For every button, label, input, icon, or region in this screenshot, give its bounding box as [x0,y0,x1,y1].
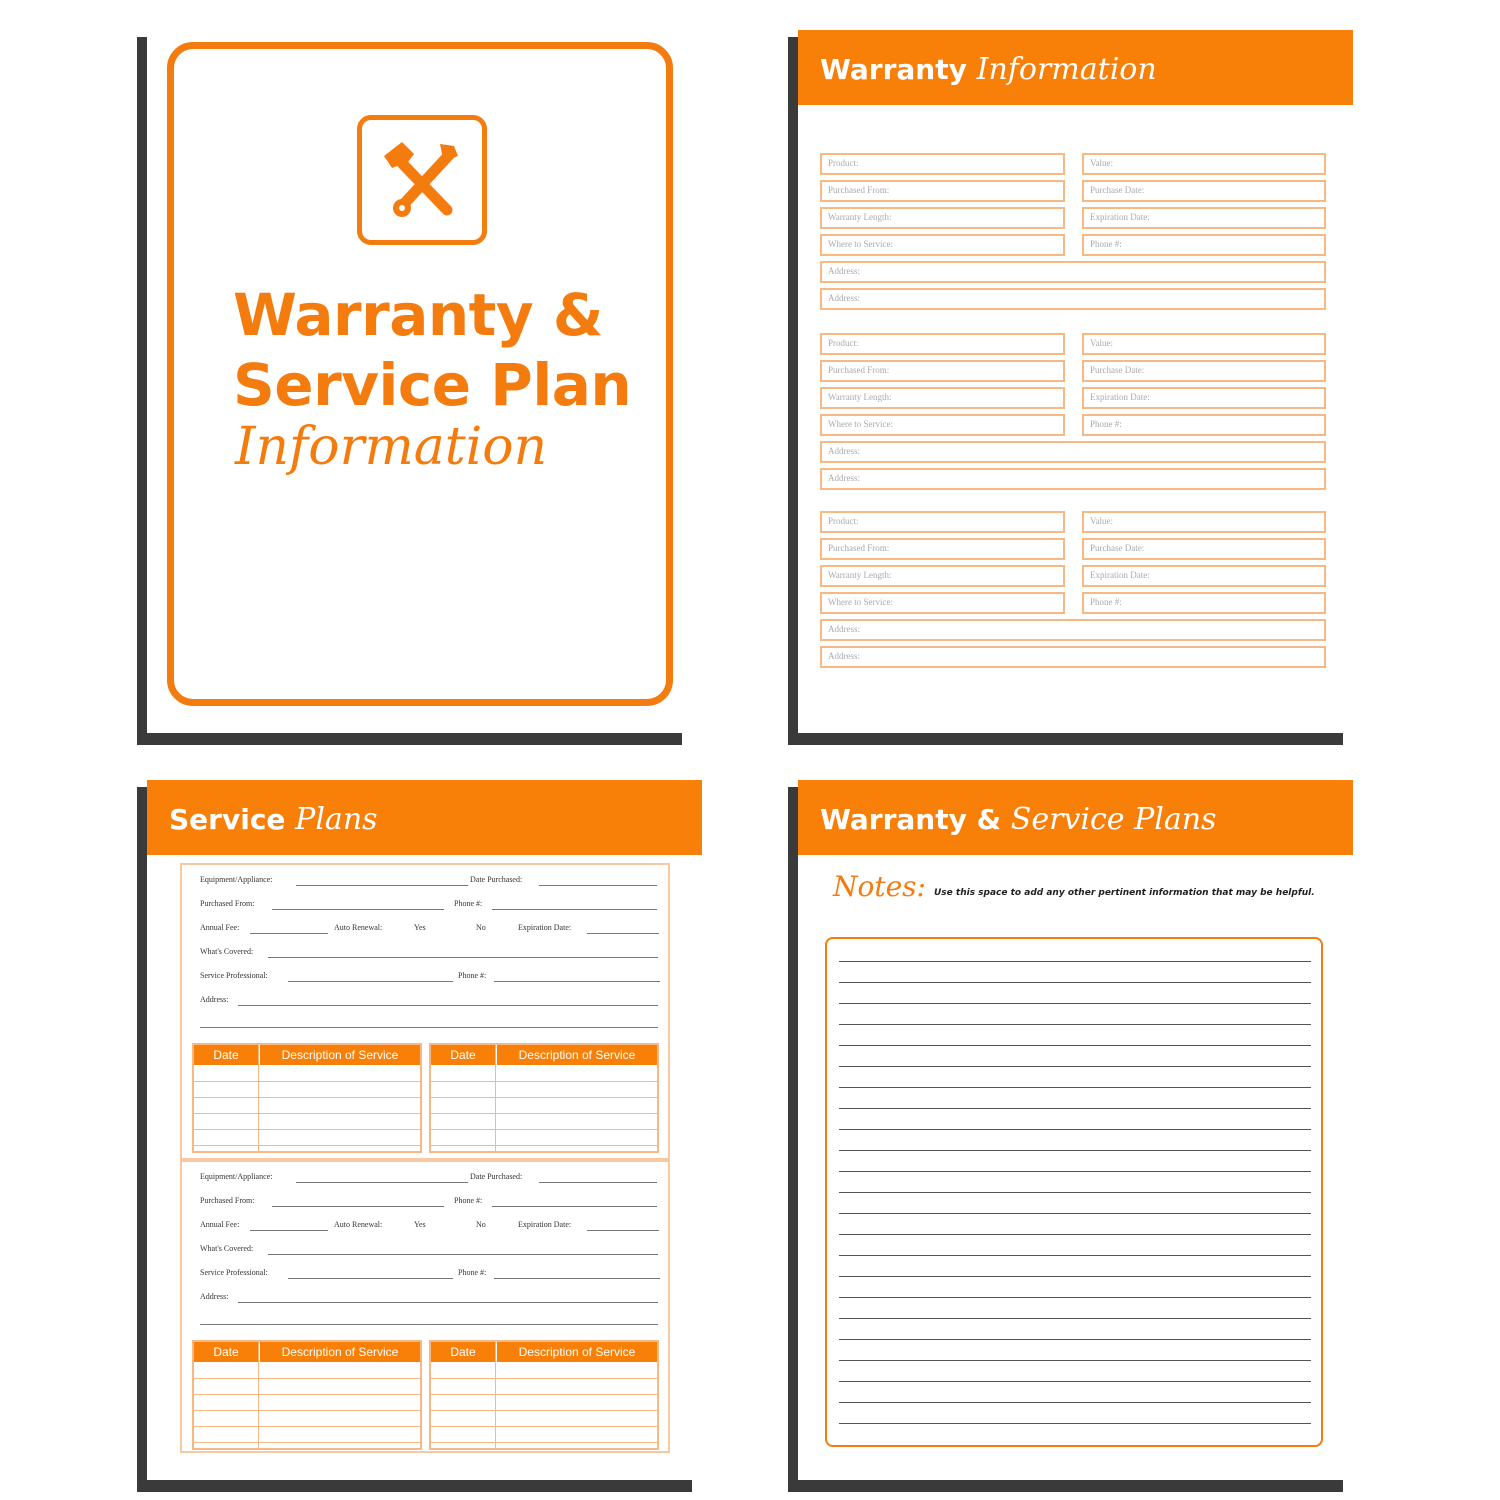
table-divider [495,1045,496,1151]
warranty-title [820,52,1157,87]
where-to-service-field[interactable]: Where to Service: [820,592,1065,614]
notes-title-bold: Warranty & [820,803,1002,836]
date-column-header: Date [194,1045,258,1065]
table-row[interactable] [194,1113,420,1114]
cover-title [233,280,631,420]
service-plan [180,1160,670,1453]
purchased-from-label: Purchased From: [200,1196,255,1205]
description-column-header: Description of Service [260,1342,420,1362]
no-option: No [476,1220,486,1229]
product-field[interactable]: Product: [820,511,1065,533]
description-column-header: Description of Service [497,1342,657,1362]
date-purchased-label: Date Purchased: [470,1172,523,1181]
warranty-length-field[interactable]: Warranty Length: [820,565,1065,587]
date-column-header: Date [431,1045,495,1065]
fill-in-line[interactable] [296,885,468,886]
phone-field[interactable]: Phone #: [1082,592,1326,614]
equipment-label: Equipment/Appliance: [200,1172,273,1181]
notes-line[interactable] [839,1087,1311,1088]
notes-header [798,780,1353,855]
phone-field[interactable]: Phone #: [1082,414,1326,436]
warranty-title-bold: Warranty [820,53,967,86]
fill-in-line[interactable] [200,1027,658,1028]
purchase-date-field[interactable]: Purchase Date: [1082,180,1326,202]
service-page [147,775,702,1480]
fill-in-line[interactable] [238,1005,658,1006]
table-row[interactable] [431,1113,657,1114]
fill-in-line[interactable] [587,933,659,934]
table-row[interactable] [431,1426,657,1427]
phone-label: Phone #: [458,1268,487,1277]
notes-line[interactable] [839,1129,1311,1130]
table-row[interactable] [194,1442,420,1443]
value-field[interactable]: Value: [1082,153,1326,175]
auto-renewal-label: Auto Renewal: [334,1220,383,1229]
notes-line[interactable] [839,1276,1311,1277]
address-field[interactable]: Address: [820,261,1326,283]
notes-line[interactable] [839,1402,1311,1403]
warranty-length-field[interactable]: Warranty Length: [820,207,1065,229]
fill-in-line[interactable] [272,1206,444,1207]
service-professional-label: Service Professional: [200,971,268,980]
description-column-header: Description of Service [260,1045,420,1065]
notes-line[interactable] [839,1045,1311,1046]
service-log-table [192,1043,422,1153]
notes-line[interactable] [839,961,1311,962]
service-title-bold: Service [169,803,286,836]
warranty-page [798,25,1353,733]
fill-in-line[interactable] [539,1182,657,1183]
notes-line[interactable] [839,1255,1311,1256]
table-row[interactable] [431,1442,657,1443]
notes-line[interactable] [839,1003,1311,1004]
notes-box[interactable] [825,937,1323,1447]
table-row[interactable] [431,1410,657,1411]
yes-option: Yes [414,923,426,932]
where-to-service-field[interactable]: Where to Service: [820,414,1065,436]
fill-in-line[interactable] [492,909,657,910]
annual-fee-label: Annual Fee: [200,1220,240,1229]
purchased-from-field[interactable]: Purchased From: [820,360,1065,382]
fill-in-line[interactable] [296,1182,468,1183]
notes-line[interactable] [839,1297,1311,1298]
notes-line[interactable] [839,1381,1311,1382]
table-row[interactable] [431,1378,657,1379]
fill-in-line[interactable] [494,1278,660,1279]
table-row[interactable] [194,1145,420,1146]
no-option: No [476,923,486,932]
table-divider [258,1342,259,1448]
table-row[interactable] [194,1410,420,1411]
expiration-date-field[interactable]: Expiration Date: [1082,565,1326,587]
table-row[interactable] [431,1097,657,1098]
notes-line[interactable] [839,1171,1311,1172]
warranty-header [798,30,1353,105]
table-row[interactable] [431,1081,657,1082]
address-field[interactable]: Address: [820,288,1326,310]
notes-line[interactable] [839,982,1311,983]
service-title-script: Plans [295,802,378,837]
notes-line[interactable] [839,1318,1311,1319]
phone-label: Phone #: [454,899,483,908]
notes-title [820,802,1216,837]
cover-title-line2: Service Plan [233,351,632,419]
table-row[interactable] [194,1129,420,1130]
fill-in-line[interactable] [288,1278,453,1279]
notes-heading: Notes: [833,870,926,903]
notes-line[interactable] [839,1150,1311,1151]
address-field[interactable]: Address: [820,619,1326,641]
address-field[interactable]: Address: [820,646,1326,668]
value-field[interactable]: Value: [1082,333,1326,355]
notes-line[interactable] [839,1339,1311,1340]
notes-page [798,775,1353,1480]
table-row[interactable] [431,1129,657,1130]
cover-title-line1: Warranty & [233,281,603,349]
date-purchased-label: Date Purchased: [470,875,523,884]
fill-in-line[interactable] [492,1206,657,1207]
address-label: Address: [200,995,229,1004]
fill-in-line[interactable] [250,933,328,934]
purchase-date-field[interactable]: Purchase Date: [1082,538,1326,560]
notes-line[interactable] [839,1213,1311,1214]
notes-line[interactable] [839,1024,1311,1025]
table-divider [495,1342,496,1448]
address-field[interactable]: Address: [820,441,1326,463]
whats-covered-label: What's Covered: [200,1244,254,1253]
service-plan [180,863,670,1160]
warranty-length-field[interactable]: Warranty Length: [820,387,1065,409]
notes-line[interactable] [839,1360,1311,1361]
phone-label: Phone #: [458,971,487,980]
purchase-date-field[interactable]: Purchase Date: [1082,360,1326,382]
product-field[interactable]: Product: [820,333,1065,355]
fill-in-line[interactable] [288,981,453,982]
table-row[interactable] [194,1426,420,1427]
fill-in-line[interactable] [238,1302,658,1303]
fill-in-line[interactable] [539,885,657,886]
notes-line[interactable] [839,1108,1311,1109]
address-label: Address: [200,1292,229,1301]
expiration-date-label: Expiration Date: [518,923,572,932]
service-professional-label: Service Professional: [200,1268,268,1277]
where-to-service-field[interactable]: Where to Service: [820,234,1065,256]
date-column-header: Date [431,1342,495,1362]
table-row[interactable] [194,1097,420,1098]
table-row[interactable] [194,1394,420,1395]
purchased-from-field[interactable]: Purchased From: [820,180,1065,202]
notes-line[interactable] [839,1066,1311,1067]
product-field[interactable]: Product: [820,153,1065,175]
service-log-table [192,1340,422,1450]
expiration-date-field[interactable]: Expiration Date: [1082,387,1326,409]
yes-option: Yes [414,1220,426,1229]
fill-in-line[interactable] [494,981,660,982]
cover-subtitle: Information [235,417,548,477]
description-column-header: Description of Service [497,1045,657,1065]
table-divider [258,1045,259,1151]
fill-in-line[interactable] [272,909,444,910]
annual-fee-label: Annual Fee: [200,923,240,932]
purchased-from-field[interactable]: Purchased From: [820,538,1065,560]
service-log-table [429,1340,659,1450]
tools-icon [357,115,487,245]
warranty-title-script: Information [976,52,1157,87]
service-log-table [429,1043,659,1153]
fill-in-line[interactable] [250,1230,328,1231]
table-row[interactable] [194,1378,420,1379]
cover-page [147,25,692,733]
fill-in-line[interactable] [200,1324,658,1325]
table-row[interactable] [431,1145,657,1146]
service-header [147,780,702,855]
whats-covered-label: What's Covered: [200,947,254,956]
notes-line[interactable] [839,1192,1311,1193]
table-row[interactable] [431,1394,657,1395]
purchased-from-label: Purchased From: [200,899,255,908]
table-row[interactable] [194,1081,420,1082]
notes-line[interactable] [839,1234,1311,1235]
expiration-date-field[interactable]: Expiration Date: [1082,207,1326,229]
fill-in-line[interactable] [268,1254,658,1255]
value-field[interactable]: Value: [1082,511,1326,533]
fill-in-line[interactable] [268,957,658,958]
equipment-label: Equipment/Appliance: [200,875,273,884]
date-column-header: Date [194,1342,258,1362]
notes-hint: Use this space to add any other pertinent information that may be helpful. [934,888,1315,898]
phone-label: Phone #: [454,1196,483,1205]
service-title [169,802,378,837]
expiration-date-label: Expiration Date: [518,1220,572,1229]
notes-line[interactable] [839,1423,1311,1424]
auto-renewal-label: Auto Renewal: [334,923,383,932]
address-field[interactable]: Address: [820,468,1326,490]
fill-in-line[interactable] [587,1230,659,1231]
notes-title-script: Service Plans [1010,802,1217,837]
phone-field[interactable]: Phone #: [1082,234,1326,256]
